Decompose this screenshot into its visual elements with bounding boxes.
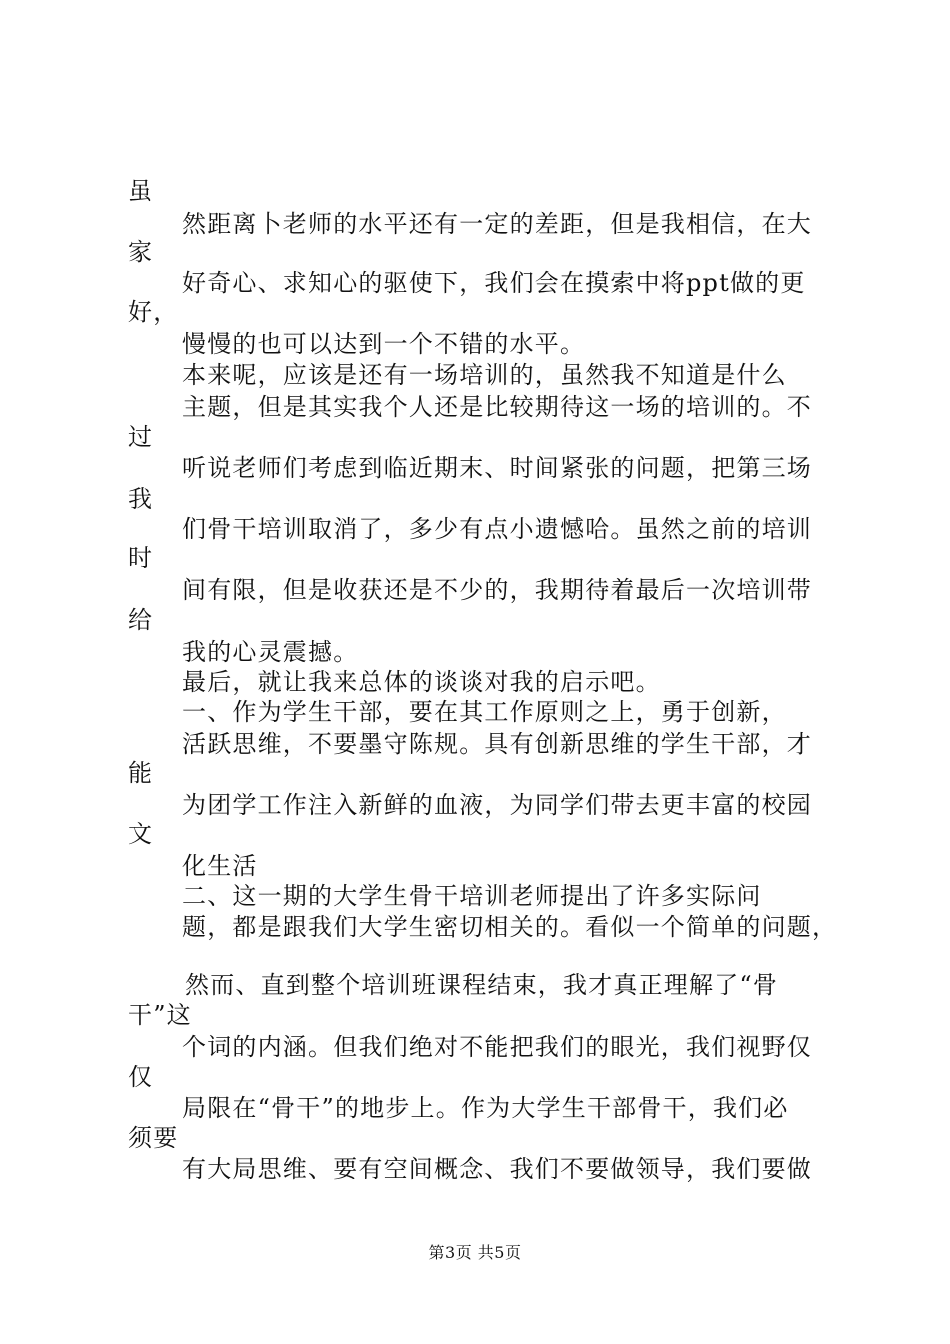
- text-line: 仅: [128, 1063, 154, 1091]
- page-number-footer: 第3页 共5页: [428, 1243, 522, 1262]
- text-line: 时: [128, 544, 154, 572]
- text-line: 须要: [128, 1124, 179, 1152]
- text-line: 我: [128, 485, 154, 513]
- text-line: 过: [128, 423, 154, 451]
- text-line: 家: [128, 238, 154, 266]
- text-line: 最后，就让我来总体的谈谈对我的启示吧。: [182, 668, 661, 696]
- text-line: 然距离卜老师的水平还有一定的差距，但是我相信，在大: [182, 210, 812, 238]
- text-line: 慢慢的也可以达到一个不错的水平。: [182, 330, 586, 358]
- text-line: 有大局思维、要有空间概念、我们不要做领导，我们要做: [182, 1155, 812, 1183]
- text-line: 虽: [128, 177, 154, 205]
- text-line: 间有限，但是收获还是不少的，我期待着最后一次培训带: [182, 576, 812, 604]
- text-line: 好奇心、求知心的驱使下，我们会在摸索中将ppt做的更: [182, 269, 806, 297]
- text-line: 文: [128, 820, 154, 848]
- text-line: 然而、直到整个培训班课程结束，我才真正理解了“骨: [185, 971, 779, 999]
- text-line: 题，都是跟我们大学生密切相关的。看似一个简单的问题，: [182, 913, 838, 941]
- text-line: 一、作为学生干部，要在其工作原则之上，勇于创新，: [182, 698, 787, 726]
- text-line: 听说老师们考虑到临近期末、时间紧张的问题，把第三场: [182, 454, 812, 482]
- text-line: 化生活: [182, 852, 258, 880]
- text-line: 活跃思维，不要墨守陈规。具有创新思维的学生干部，才: [182, 730, 812, 758]
- text-line: 我的心灵震撼。: [182, 638, 359, 666]
- text-line: 局限在“骨干”的地步上。作为大学生干部骨干，我们必: [182, 1094, 789, 1122]
- text-line: 主题，但是其实我个人还是比较期待这一场的培训的。不: [182, 393, 812, 421]
- text-line: 们骨干培训取消了，多少有点小遗憾哈。虽然之前的培训: [182, 515, 812, 543]
- text-line: 好，: [128, 298, 179, 326]
- text-line: 为团学工作注入新鲜的血液，为同学们带去更丰富的校园: [182, 791, 812, 819]
- text-line: 能: [128, 759, 154, 787]
- text-line: 给: [128, 606, 154, 634]
- text-line: 本来呢，应该是还有一场培训的，虽然我不知道是什么: [182, 361, 787, 389]
- text-line: 个词的内涵。但我们绝对不能把我们的眼光，我们视野仅: [182, 1033, 812, 1061]
- text-line: 干”这: [128, 1001, 192, 1029]
- text-line: 二、这一期的大学生骨干培训老师提出了许多实际问: [182, 882, 762, 910]
